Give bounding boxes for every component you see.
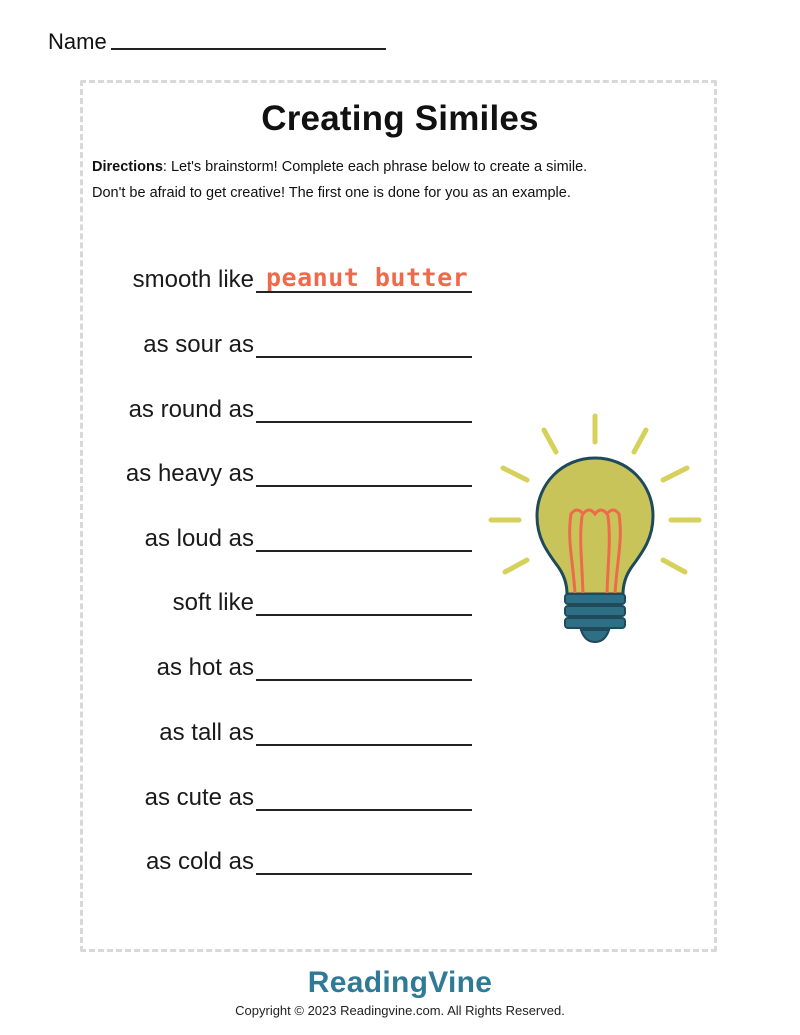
copyright: Copyright © 2023 Readingvine.com. All Rights Reserved. [235, 1003, 565, 1018]
prompt-row [60, 519, 480, 555]
prompt-text: as cold as [145, 848, 254, 875]
answer-line[interactable] [256, 421, 472, 423]
bulb-base-ring [565, 618, 625, 628]
prompt-text: as hot as [156, 654, 254, 681]
directions-line-2: Don't be afraid to get creative! The first one is done for you as an example. [92, 185, 571, 201]
prompt-text: as loud as [144, 525, 254, 552]
prompt-row [60, 842, 480, 878]
prompt-text: as heavy as [125, 460, 254, 487]
directions-label: Directions [92, 159, 163, 175]
name-field[interactable] [48, 28, 386, 56]
prompt-text: as round as [128, 396, 254, 423]
prompt-row [60, 648, 480, 684]
prompt-row [60, 325, 480, 361]
page-title: Creating Similes [261, 99, 539, 138]
answer-line[interactable] [256, 550, 472, 552]
bulb-base-ring [565, 594, 625, 604]
name-label: Name [48, 29, 107, 54]
prompt-row [60, 778, 480, 814]
directions-line-1 [92, 154, 712, 180]
prompt-row [60, 260, 480, 296]
bulb-glass [537, 458, 653, 594]
directions-text-1: : Let's brainstorm! Complete each phrase below to create a simile. [162, 159, 588, 175]
prompt-row [60, 390, 480, 426]
answer-line[interactable] [256, 356, 472, 358]
prompt-row [60, 583, 480, 619]
name-line[interactable] [111, 28, 386, 50]
answer-line[interactable] [256, 873, 472, 875]
answer-line[interactable] [256, 614, 472, 616]
prompt-text: as cute as [144, 784, 254, 811]
answer-line[interactable] [256, 485, 472, 487]
bulb-tip [581, 630, 609, 642]
answer-line[interactable] [256, 679, 472, 681]
prompt-text: smooth like [132, 266, 254, 293]
prompt-text: as sour as [143, 331, 254, 358]
directions [92, 154, 712, 206]
prompt-text: as tall as [159, 719, 254, 746]
prompt-text: soft like [172, 589, 254, 616]
answer-line[interactable] [256, 744, 472, 746]
brand-logo: ReadingVine [307, 966, 493, 999]
lightbulb-icon [487, 410, 707, 650]
answer-text: peanut butter [266, 263, 469, 292]
prompt-row [60, 713, 480, 749]
bulb-base-ring [565, 606, 625, 616]
prompt-row [60, 454, 480, 490]
answer-line[interactable] [256, 809, 472, 811]
